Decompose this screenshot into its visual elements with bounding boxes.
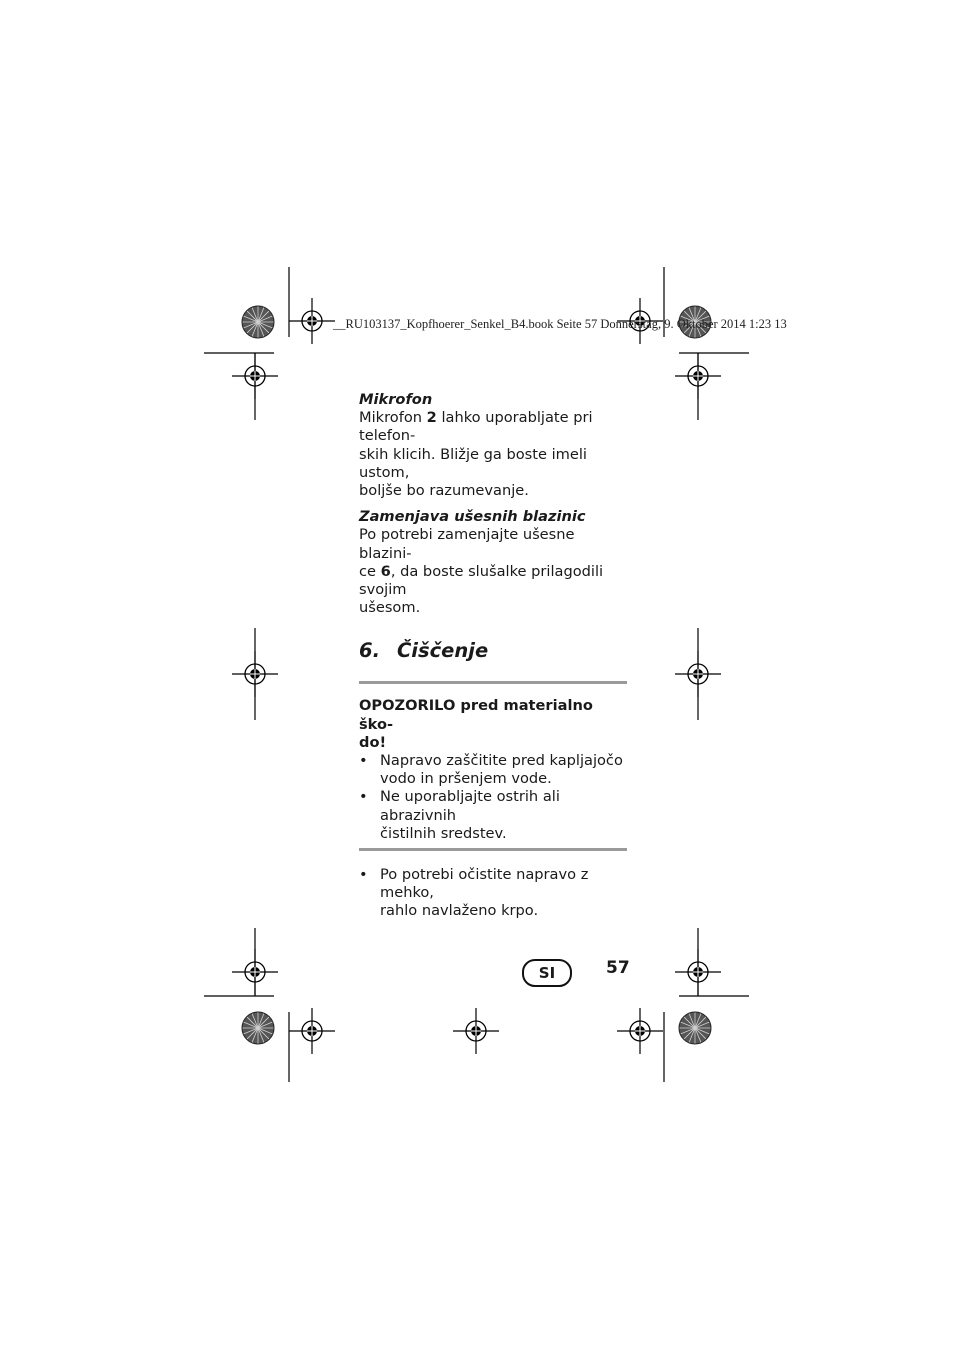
ref-number-6: 6	[380, 562, 391, 580]
warning-title-line: OPOZORILO pred materialno ško-	[359, 697, 593, 733]
language-badge: SI	[522, 959, 572, 987]
section-title-mikrofon: Mikrofon	[359, 391, 433, 408]
text-line: Po potrebi očistite napravo z mehko,	[380, 866, 589, 902]
text-line: vodo in pršenjem vode.	[380, 770, 552, 788]
text-line: ušesom.	[359, 599, 421, 617]
file-info-header: __RU103137_Kopfhoerer_Senkel_B4.book Seite 57 Donnerstag, 9. Oktober 2014 1:23 13	[333, 317, 787, 331]
cleaning-list	[359, 866, 627, 921]
list-item	[359, 788, 627, 843]
warning-title-line: do!	[359, 733, 387, 751]
page-number: 57	[606, 958, 630, 978]
chapter-heading	[359, 639, 627, 663]
mikrofon-paragraph	[359, 409, 627, 500]
text-line: Po potrebi zamenjajte ušesne blazini-	[359, 526, 575, 562]
warning-box	[359, 681, 627, 851]
list-item	[359, 752, 627, 788]
warning-title	[359, 697, 627, 752]
bullet: •	[359, 866, 368, 884]
mikrofon-lead: Mikrofon	[359, 409, 423, 427]
zamenjava-paragraph	[359, 526, 627, 617]
text-fragment: , da boste slušalke prilagodili svojim	[359, 562, 604, 599]
chapter-number: 6.	[359, 639, 380, 663]
bullet: •	[359, 788, 368, 806]
text-line: Napravo zaščitite pred kapljajočo	[380, 752, 623, 770]
text-line: Ne uporabljajte ostrih ali abrazivnih	[380, 788, 560, 824]
ref-number-2: 2	[426, 409, 437, 427]
section-title-zamenjava: Zamenjava ušesnih blazinic	[359, 508, 586, 526]
list-item	[359, 866, 627, 921]
chapter-title: Čiščenje	[397, 639, 489, 663]
text-line: čistilnih sredstev.	[380, 824, 507, 842]
text-line: rahlo navlaženo krpo.	[380, 902, 539, 920]
text-line: lahko uporabljate pri telefon-	[359, 409, 593, 445]
text-fragment: ce	[359, 562, 377, 580]
bullet: •	[359, 752, 368, 770]
warning-list	[359, 752, 627, 843]
text-line: skih klicih. Bližje ga boste imeli ustom,	[359, 445, 587, 481]
text-line: boljše bo razumevanje.	[359, 482, 529, 500]
page-content	[359, 391, 627, 921]
